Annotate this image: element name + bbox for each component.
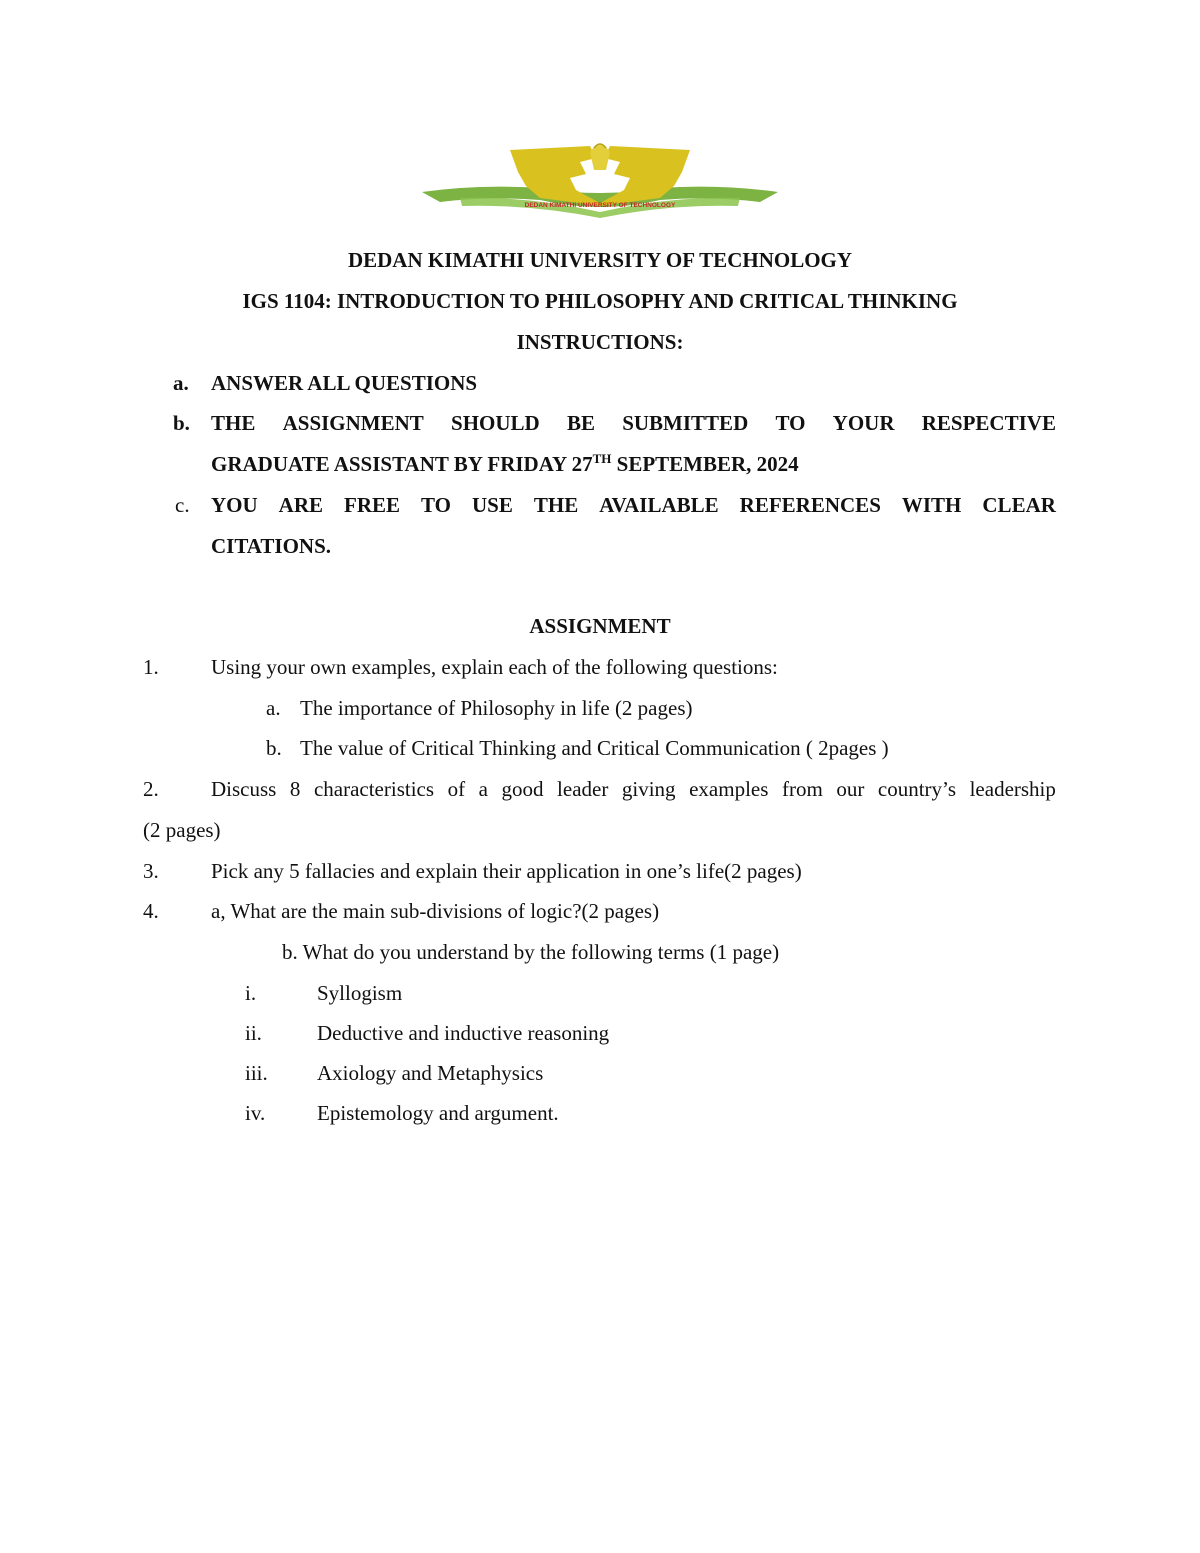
word: REFERENCES <box>739 493 881 517</box>
word: ARE <box>278 493 324 517</box>
question-2-continuation: (2 pages) <box>143 818 221 842</box>
university-title: DEDAN KIMATHI UNIVERSITY OF TECHNOLOGY <box>347 248 853 272</box>
word: leadership <box>969 777 1056 801</box>
word: of <box>447 777 466 801</box>
word: THE <box>211 411 256 435</box>
university-logo <box>420 140 780 218</box>
question-1b-text: The value of Critical Thinking and Critical Communication ( 2pages ) <box>300 736 889 760</box>
instruction-a-text: ANSWER ALL QUESTIONS <box>211 371 478 395</box>
instruction-c-line1 <box>211 492 1056 518</box>
course-title: IGS 1104: INTRODUCTION TO PHILOSOPHY AND CRITICAL THINKING <box>242 289 958 313</box>
word: our <box>836 777 865 801</box>
word: RESPECTIVE <box>921 411 1056 435</box>
question-4-text: a, What are the main sub-divisions of logic?(2 pages) <box>211 899 660 923</box>
word: TO <box>421 493 451 517</box>
question-1-number: 1. <box>143 655 159 679</box>
date-suffix: TH <box>592 451 612 466</box>
word: leader <box>557 777 609 801</box>
word: AVAILABLE <box>599 493 719 517</box>
word: FREE <box>344 493 401 517</box>
word: 8 <box>289 777 301 801</box>
word: giving <box>621 777 676 801</box>
word: good <box>501 777 544 801</box>
word: from <box>781 777 823 801</box>
word: YOUR <box>832 411 895 435</box>
deadline-text: GRADUATE ASSISTANT BY FRIDAY 27 <box>211 452 593 476</box>
assignment-title: ASSIGNMENT <box>529 614 671 638</box>
instruction-b-line2 <box>211 451 799 477</box>
question-1-text: Using your own examples, explain each of the following questions: <box>211 655 778 679</box>
word: TO <box>775 411 806 435</box>
instruction-b-marker: b. <box>173 411 190 435</box>
word: Discuss <box>211 777 277 801</box>
question-2-number: 2. <box>143 777 159 801</box>
instruction-c-line2: CITATIONS. <box>211 534 332 558</box>
term-3-text: Axiology and Metaphysics <box>317 1061 544 1085</box>
term-2-text: Deductive and inductive reasoning <box>317 1021 610 1045</box>
word: SUBMITTED <box>622 411 749 435</box>
question-3-number: 3. <box>143 859 159 883</box>
instruction-a-marker: a. <box>173 371 189 395</box>
word: BE <box>566 411 595 435</box>
instructions-title: INSTRUCTIONS: <box>516 330 684 354</box>
question-1a-marker: a. <box>266 696 281 720</box>
question-2-line1 <box>211 776 1056 802</box>
word: characteristics <box>313 777 435 801</box>
word: country’s <box>877 777 957 801</box>
word: USE <box>472 493 513 517</box>
question-1a-text: The importance of Philosophy in life (2 pages) <box>300 696 693 720</box>
term-3-marker: iii. <box>245 1061 268 1085</box>
word: WITH <box>901 493 962 517</box>
question-1b-marker: b. <box>266 736 282 760</box>
term-1-marker: i. <box>245 981 257 1005</box>
term-1-text: Syllogism <box>317 981 403 1005</box>
word: ASSIGNMENT <box>282 411 424 435</box>
word: YOU <box>211 493 258 517</box>
term-4-marker: iv. <box>245 1101 266 1125</box>
term-4-text: Epistemology and argument. <box>317 1101 559 1125</box>
word: a <box>478 777 488 801</box>
deadline-month: SEPTEMBER, 2024 <box>611 452 799 476</box>
word: SHOULD <box>451 411 540 435</box>
instruction-b-line1 <box>211 410 1056 436</box>
word: CLEAR <box>982 493 1056 517</box>
question-4b-text: b. What do you understand by the following terms (1 page) <box>282 940 780 964</box>
word: THE <box>533 493 579 517</box>
term-2-marker: ii. <box>245 1021 262 1045</box>
word: examples <box>689 777 769 801</box>
instruction-c-marker: c. <box>175 493 190 517</box>
logo-ribbon-text: DEDAN KIMATHI UNIVERSITY OF TECHNOLOGY <box>524 202 676 209</box>
question-3-text: Pick any 5 fallacies and explain their application in one’s life(2 pages) <box>211 859 802 883</box>
question-4-number: 4. <box>143 899 159 923</box>
